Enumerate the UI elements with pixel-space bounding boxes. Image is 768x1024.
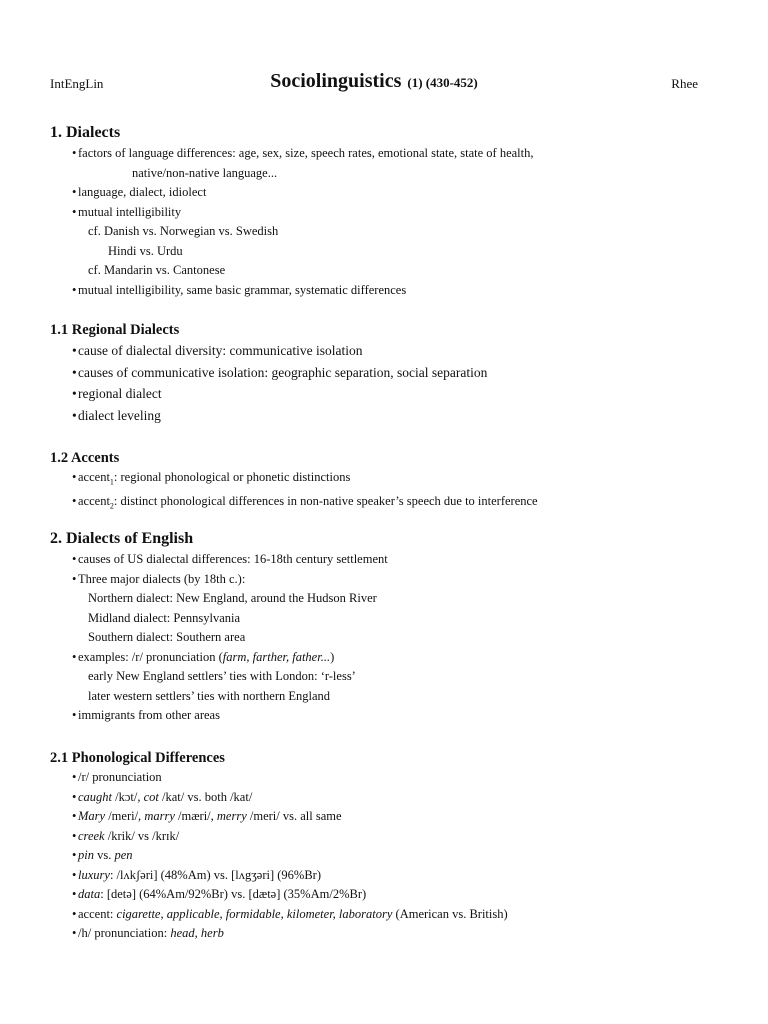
course-code: IntEngLin (50, 76, 104, 91)
bullet-item: • Mary /meri/, marry /mæri/, merry /meri/ vs. all same (50, 807, 710, 827)
cf-line: cf. Mandarin vs. Cantonese (88, 263, 226, 277)
section-heading: 2.1 Phonological Differences (50, 750, 225, 766)
dialect-line: Southern dialect: Southern area (88, 630, 246, 644)
bullet-item: • regional dialect (50, 383, 710, 405)
example-line: later western settlers’ ties with northern England (88, 688, 331, 703)
bullet-item: • mutual intelligibility (50, 203, 710, 223)
bullet-item: • accent: cigarette, applicable, formidable, kilometer, laboratory (American vs. British) (50, 905, 710, 925)
section-heading: 2. Dialects of English (50, 530, 194, 547)
bullet-item: • /r/ pronunciation (50, 768, 710, 788)
cf-line: Hindi vs. Urdu (108, 243, 183, 258)
page-header (50, 70, 698, 100)
cf-line: cf. Danish vs. Norwegian vs. Swedish (88, 224, 279, 238)
bullet-item: • Three major dialects (by 18th c.): (50, 570, 710, 590)
bullet-item: • pin vs. pen (50, 846, 710, 866)
author-name: Rhee (671, 76, 698, 91)
bullet-item: • luxury: /lʌkʃəri] (48%Am) vs. [lʌgʒəri] (96%Br) (50, 866, 710, 886)
section-dialects-of-english (50, 528, 710, 734)
page-subtitle: (1) (430-452) (407, 75, 478, 90)
bullet-item: • immigrants from other areas (50, 706, 710, 726)
bullet-item: • caught /kɔt/, cot /kat/ vs. both /kat/ (50, 788, 710, 808)
bullet-item: • examples: /r/ pronunciation (farm, farther, father...) (50, 648, 710, 668)
section-heading: 1. Dialects (50, 124, 121, 141)
bullet-item: • factors of language differences: age, sex, size, speech rates, emotional state, state of health, (50, 144, 710, 164)
section-heading: 1.1 Regional Dialects (50, 322, 180, 338)
bullet-item: • creek /krik/ vs /krɪk/ (50, 827, 710, 847)
bullet-item: • causes of communicative isolation: geographic separation, social separation (50, 362, 710, 384)
example-line: early New England settlers’ ties with London: ‘r-less’ (88, 669, 356, 683)
section-regional-dialects (50, 320, 710, 436)
page-title: Sociolinguistics (270, 70, 402, 92)
title-block (50, 70, 698, 93)
section-accents (50, 448, 710, 518)
bullet-item: • mutual intelligibility, same basic grammar, systematic differences (50, 281, 710, 301)
dialect-line: Northern dialect: New England, around the Hudson River (88, 591, 377, 605)
bullet-item: • accent$_1$: regional phonological or phonetic distinctions (50, 468, 710, 492)
bullet-item: • causes of US dialectal differences: 16-18th century settlement (50, 550, 710, 570)
section-heading: 1.2 Accents (50, 450, 120, 466)
section-phonological-differences (50, 748, 710, 944)
bullet-item: • dialect leveling (50, 405, 710, 427)
bullet-item: • data: [detə] (64%Am/92%Br) vs. [dætə] (35%Am/2%Br) (50, 885, 710, 905)
bullet-item: • language, dialect, idiolect (50, 183, 710, 203)
bullet-item: • cause of dialectal diversity: communicative isolation (50, 340, 710, 362)
continuation-line: native/non-native language... (132, 165, 278, 180)
dialect-line: Midland dialect: Pennsylvania (88, 610, 241, 625)
section-dialects (50, 122, 710, 308)
bullet-item: • /h/ pronunciation: head, herb (50, 924, 710, 944)
bullet-item: • accent$_2$: distinct phonological differences in non-native speaker’s speech due to interference (50, 492, 710, 516)
document-body (50, 122, 710, 944)
